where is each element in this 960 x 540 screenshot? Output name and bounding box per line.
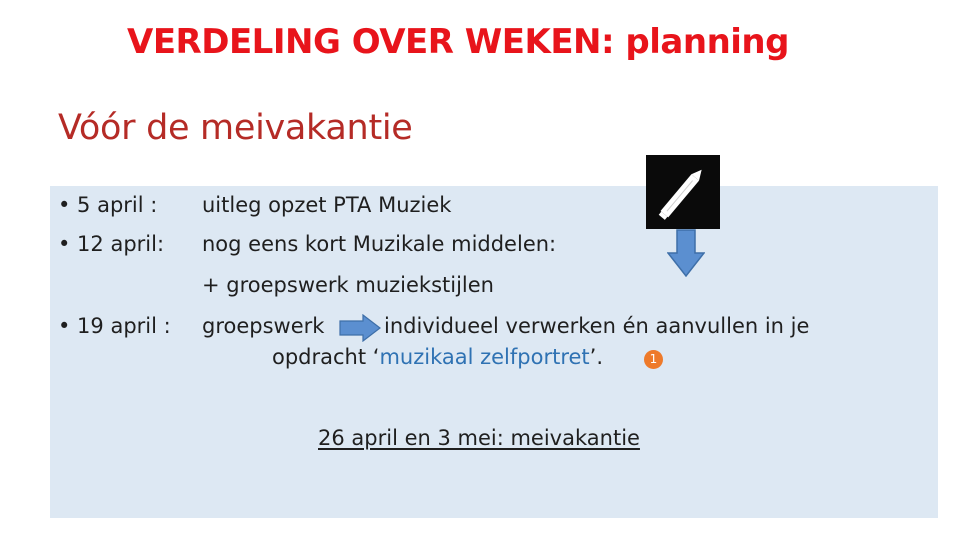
slide-title: VERDELING OVER WEKEN: planning <box>127 22 789 62</box>
vacation-note: 26 april en 3 mei: meivakantie <box>318 426 640 450</box>
item-date-12-april: • 12 april: <box>58 232 165 256</box>
arrow-down-icon <box>667 229 705 277</box>
continuation-suffix: ’. <box>589 345 604 369</box>
item-text-19-april-after: individueel verwerken én aanvullen in je <box>384 314 810 338</box>
muzikaal-zelfportret-link[interactable]: muzikaal zelfportret <box>379 345 590 369</box>
pen-icon <box>646 155 720 229</box>
item-text-5-april: uitleg opzet PTA Muziek <box>202 193 452 217</box>
continuation-prefix: opdracht ‘ <box>272 345 380 369</box>
continuation-line <box>272 345 603 369</box>
slide-subtitle: Vóór de meivakantie <box>58 108 413 148</box>
item-text-groepswerk: + groepswerk muziekstijlen <box>202 273 494 297</box>
item-date-5-april: • 5 april : <box>58 193 158 217</box>
item-text-19-april-before: groepswerk <box>202 314 325 338</box>
item-date-19-april: • 19 april : <box>58 314 171 338</box>
item-text-12-april: nog eens kort Muzikale middelen: <box>202 232 557 256</box>
note-badge: 1 <box>644 350 663 369</box>
arrow-right-icon <box>339 314 381 342</box>
